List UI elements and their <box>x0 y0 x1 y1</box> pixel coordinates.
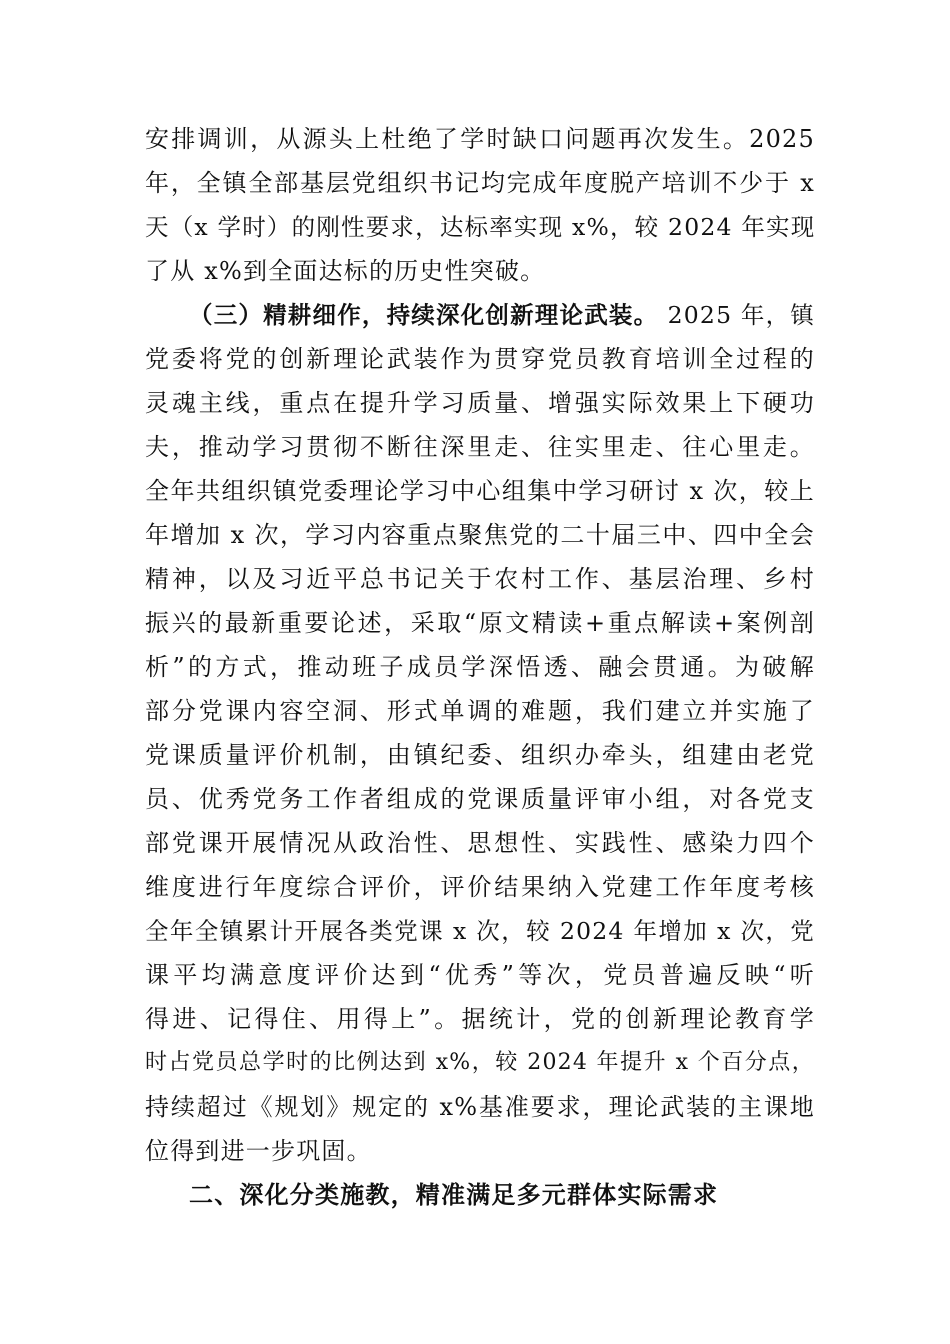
paragraph-line: 全年共组织镇党委理论学习中心组集中学习研讨 x 次，较上 <box>145 477 815 505</box>
subsection-first-line <box>189 300 815 330</box>
paragraph-line: 振兴的最新重要论述，采取“原文精读+重点解读+案例剖 <box>145 609 815 637</box>
paragraph-line: 员、优秀党务工作者组成的党课质量评审小组，对各党支 <box>145 785 815 813</box>
section-heading: 二、深化分类施教，精准满足多元群体实际需求 <box>189 1181 719 1209</box>
paragraph-line: 课平均满意度评价达到“优秀”等次，党员普遍反映“听 <box>145 961 815 989</box>
paragraph-line: 位得到进一步巩固。 <box>145 1137 372 1165</box>
paragraph-line: 时占党员总学时的比例达到 x%，较 2024 年提升 x 个百分点， <box>145 1050 815 1075</box>
paragraph-line: 得进、记得住、用得上”。据统计，党的创新理论教育学 <box>145 1005 815 1033</box>
paragraph-line: 灵魂主线，重点在提升学习质量、增强实际效果上下硬功 <box>145 389 815 417</box>
subsection-heading: （三）精耕细作，持续深化创新理论武装。 <box>189 301 659 329</box>
paragraph-line: 持续超过《规划》规定的 x%基准要求，理论武装的主课地 <box>145 1093 815 1121</box>
paragraph-line: 年，全镇全部基层党组织书记均完成年度脱产培训不少于 x <box>145 169 815 197</box>
paragraph-line: 夫，推动学习贯彻不断往深里走、往实里走、往心里走。 <box>145 433 815 461</box>
paragraph-line: 部党课开展情况从政治性、思想性、实践性、感染力四个 <box>145 829 815 857</box>
paragraph-line: 党委将党的创新理论武装作为贯穿党员教育培训全过程的 <box>145 345 815 373</box>
paragraph-line: 全年全镇累计开展各类党课 x 次，较 2024 年增加 x 次，党 <box>145 917 815 945</box>
paragraph-line: 年增加 x 次，学习内容重点聚焦党的二十届三中、四中全会 <box>145 521 815 549</box>
paragraph-line: 维度进行年度综合评价，评价结果纳入党建工作年度考核 <box>145 873 815 901</box>
paragraph-line: 党课质量评价机制，由镇纪委、组织办牵头，组建由老党 <box>145 741 815 769</box>
paragraph-line-rest: 2025 年，镇 <box>667 301 815 329</box>
paragraph-line: 部分党课内容空洞、形式单调的难题，我们建立并实施了 <box>145 697 815 725</box>
paragraph-line: 精神，以及习近平总书记关于农村工作、基层治理、乡村 <box>145 565 815 593</box>
paragraph-line: 安排调训，从源头上杜绝了学时缺口问题再次发生。2025 <box>145 125 815 153</box>
paragraph-line: 了从 x%到全面达标的历史性突破。 <box>145 257 546 285</box>
paragraph-line: 析”的方式，推动班子成员学深悟透、融会贯通。为破解 <box>145 653 815 681</box>
paragraph-line: 天（x 学时）的刚性要求，达标率实现 x%，较 2024 年实现 <box>145 213 816 241</box>
